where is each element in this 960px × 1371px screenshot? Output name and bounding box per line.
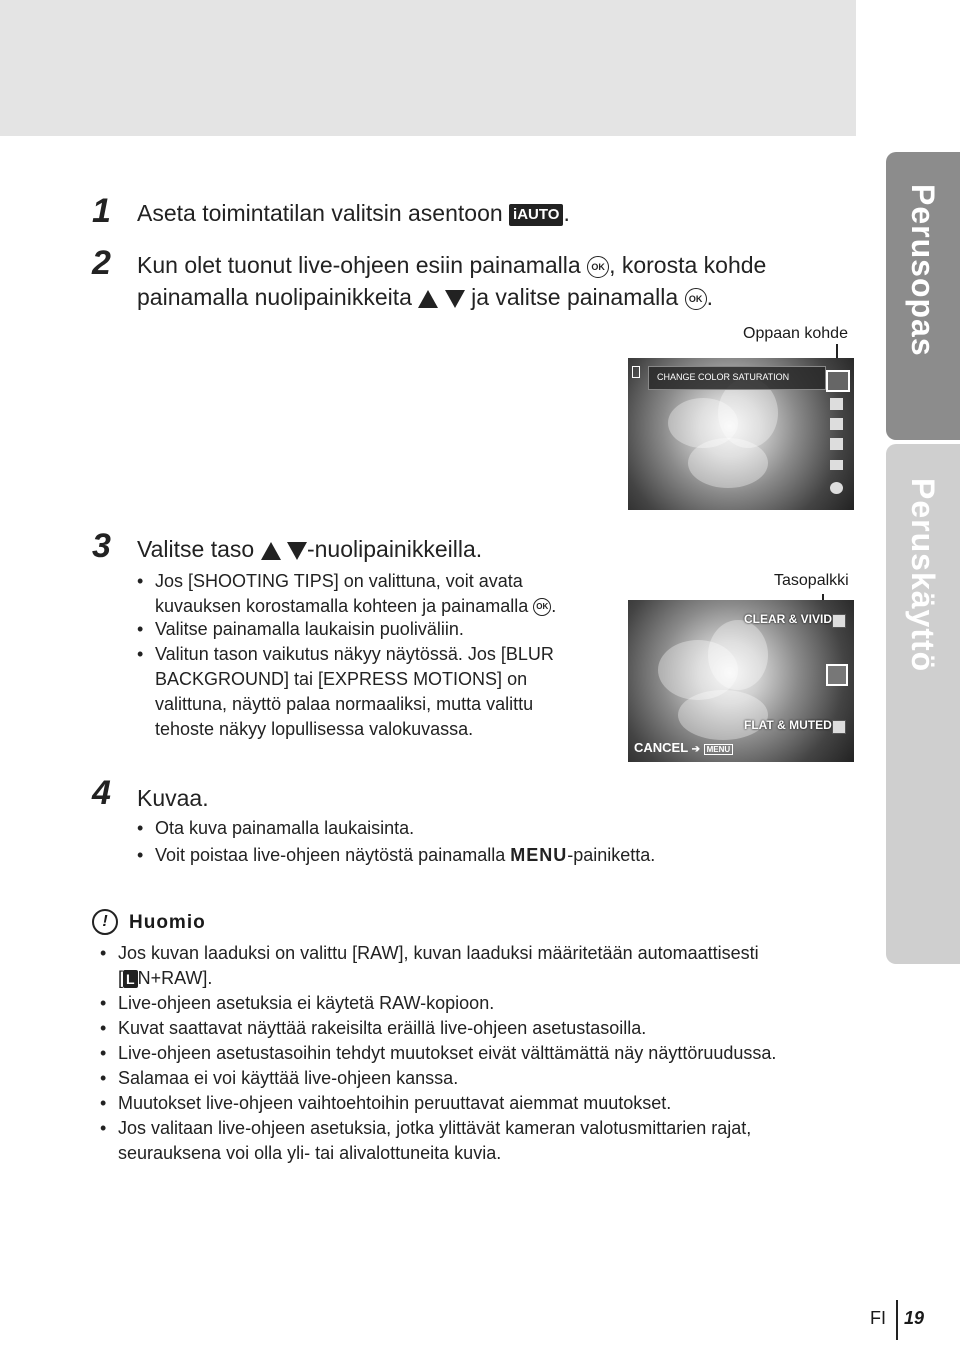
step-1-text: Aseta toimintatilan valitsin asentoon: [137, 200, 503, 226]
arrow-down-icon: [445, 290, 465, 308]
step-text: [137, 536, 482, 563]
bullet-text: Voit poistaa live-ohjeen näytöstä painamalla: [155, 845, 506, 865]
page-number: 19: [904, 1308, 925, 1328]
level-top-label: CLEAR & VIVID: [744, 612, 833, 626]
footer-lang: FI: [870, 1308, 886, 1328]
step-3-b: -nuolipainikkeilla.: [306, 536, 483, 562]
battery-icon: [632, 366, 640, 378]
bullet-line: • Valitun tason vaikutus näkyy näytössä. Jos [BLUR: [155, 644, 554, 664]
note-item: [118, 941, 858, 991]
side-tab-label: Perusopas: [905, 184, 941, 357]
bullet-line: valittuna, näyttö palaa normaaliksi, mutta valittu: [155, 694, 534, 714]
footer-divider: [896, 1300, 898, 1340]
note-text: [: [118, 968, 124, 988]
list-item: [155, 843, 655, 868]
bullet-line: BACKGROUND] tai [EXPRESS MOTIONS] on: [155, 669, 528, 689]
note-line: seurauksena voi olla yli- tai alivalottuneita kuvia.: [118, 1143, 502, 1163]
level-step: [832, 614, 846, 628]
step-text: Aseta toimintatilan valitsin asentoon iAUTO .: [137, 200, 570, 226]
list-item: • Ota kuva painamalla laukaisinta.: [155, 816, 414, 841]
note-item: • Salamaa ei voi käyttää live-ohjeen kanssa.: [118, 1066, 858, 1091]
note-item: • Live-ohjeen asetuksia ei käytetä RAW-kopioon.: [118, 991, 858, 1016]
bullet-line: tehoste näkyy lopullisessa valokuvassa.: [155, 719, 474, 739]
cancel-hint: CANCEL ➔ MENU: [634, 740, 733, 755]
note-text: N+RAW].: [137, 968, 213, 988]
guide-icon: [830, 460, 843, 470]
note-item: • Muutokset live-ohjeen vaihtoehtoihin peruuttavat aiemmat muutokset.: [118, 1091, 858, 1116]
guide-icon-selected: [826, 370, 850, 392]
step-2-line1b: , korosta kohde: [609, 252, 767, 278]
ok-button-icon: OK: [685, 288, 707, 310]
bullet-line: • Jos [SHOOTING TIPS] on valittuna, voit avata: [155, 571, 523, 591]
arrow-up-icon: [261, 542, 281, 560]
arrow-up-icon: [418, 290, 438, 308]
note-line: • Jos kuvan laaduksi on valittu [RAW], kuvan laaduksi määritetään automaattisesti: [118, 943, 759, 963]
banner-text: CHANGE COLOR SATURATION: [657, 372, 790, 382]
header-band: [0, 0, 856, 136]
arrow-down-icon: [287, 542, 307, 560]
note-list: [118, 941, 858, 1166]
callout-label: Tasopalkki: [774, 572, 849, 589]
step-number: 3: [92, 527, 111, 565]
level-step-selected: [826, 664, 848, 686]
menu-word: MENU: [510, 845, 568, 865]
list-item: • Valitse painamalla laukaisin puoliväliin.: [155, 617, 464, 642]
list-item: • Jos [SHOOTING TIPS] on valittuna, voit avata kuvauksen korostamalla kohteen ja painamalla OK .: [155, 569, 556, 619]
step-text: Kun olet tuonut live-ohjeen esiin painamalla OK , korosta kohde painamalla nuolipainikkeita ja valitse painamalla OK .: [137, 252, 767, 310]
guide-icon: [830, 438, 843, 450]
callout-label: Oppaan kohde: [743, 325, 848, 342]
step-number: 1: [92, 192, 111, 230]
step-2-line1a: Kun olet tuonut live-ohjeen esiin painamalla: [137, 252, 581, 278]
level-step: [832, 720, 846, 734]
bullet-line: kuvauksen korostamalla kohteen ja painamalla: [155, 596, 529, 616]
step-2-line2b: ja valitse painamalla: [471, 284, 679, 310]
iauto-icon: iAUTO: [509, 204, 563, 226]
step-number: 4: [92, 774, 111, 812]
note-item: • Kuvat saattavat näyttää rakeisilta eräillä live-ohjeen asetustasoilla.: [118, 1016, 858, 1041]
note-item: • Live-ohjeen asetustasoihin tehdyt muutokset eivät välttämättä näy näyttöruudussa.: [118, 1041, 858, 1066]
step-text: Kuvaa.: [137, 785, 209, 811]
warning-icon: [830, 482, 843, 494]
quality-icon: L: [123, 970, 138, 988]
menu-icon: MENU: [704, 744, 734, 755]
guide-icon: [830, 418, 843, 430]
note-line: • Jos valitaan live-ohjeen asetuksia, jotka ylittävät kameran valotusmittarien rajat,: [118, 1118, 752, 1138]
guide-icon: [830, 398, 843, 410]
step-number: 2: [92, 244, 111, 282]
note-icon: !: [92, 909, 118, 935]
banner: [648, 366, 826, 390]
side-tab-label: Peruskäyttö: [905, 478, 941, 673]
step-3-a: Valitse taso: [137, 536, 255, 562]
camera-screen-2: [628, 600, 854, 762]
camera-screen-1: [628, 358, 854, 510]
level-bottom-label: FLAT & MUTED: [744, 718, 832, 732]
cancel-label: CANCEL: [634, 740, 688, 755]
side-tab-peruskaytto[interactable]: [886, 444, 960, 964]
side-tab-perusopas[interactable]: [886, 152, 960, 440]
note-item: [118, 1116, 858, 1166]
step-2-line2a: painamalla nuolipainikkeita: [137, 284, 412, 310]
ok-button-icon: OK: [533, 598, 551, 616]
list-item: [155, 642, 554, 742]
ok-button-icon: OK: [587, 256, 609, 278]
note-title: Huomio: [129, 912, 206, 933]
bullet-text: -painiketta.: [567, 845, 656, 865]
